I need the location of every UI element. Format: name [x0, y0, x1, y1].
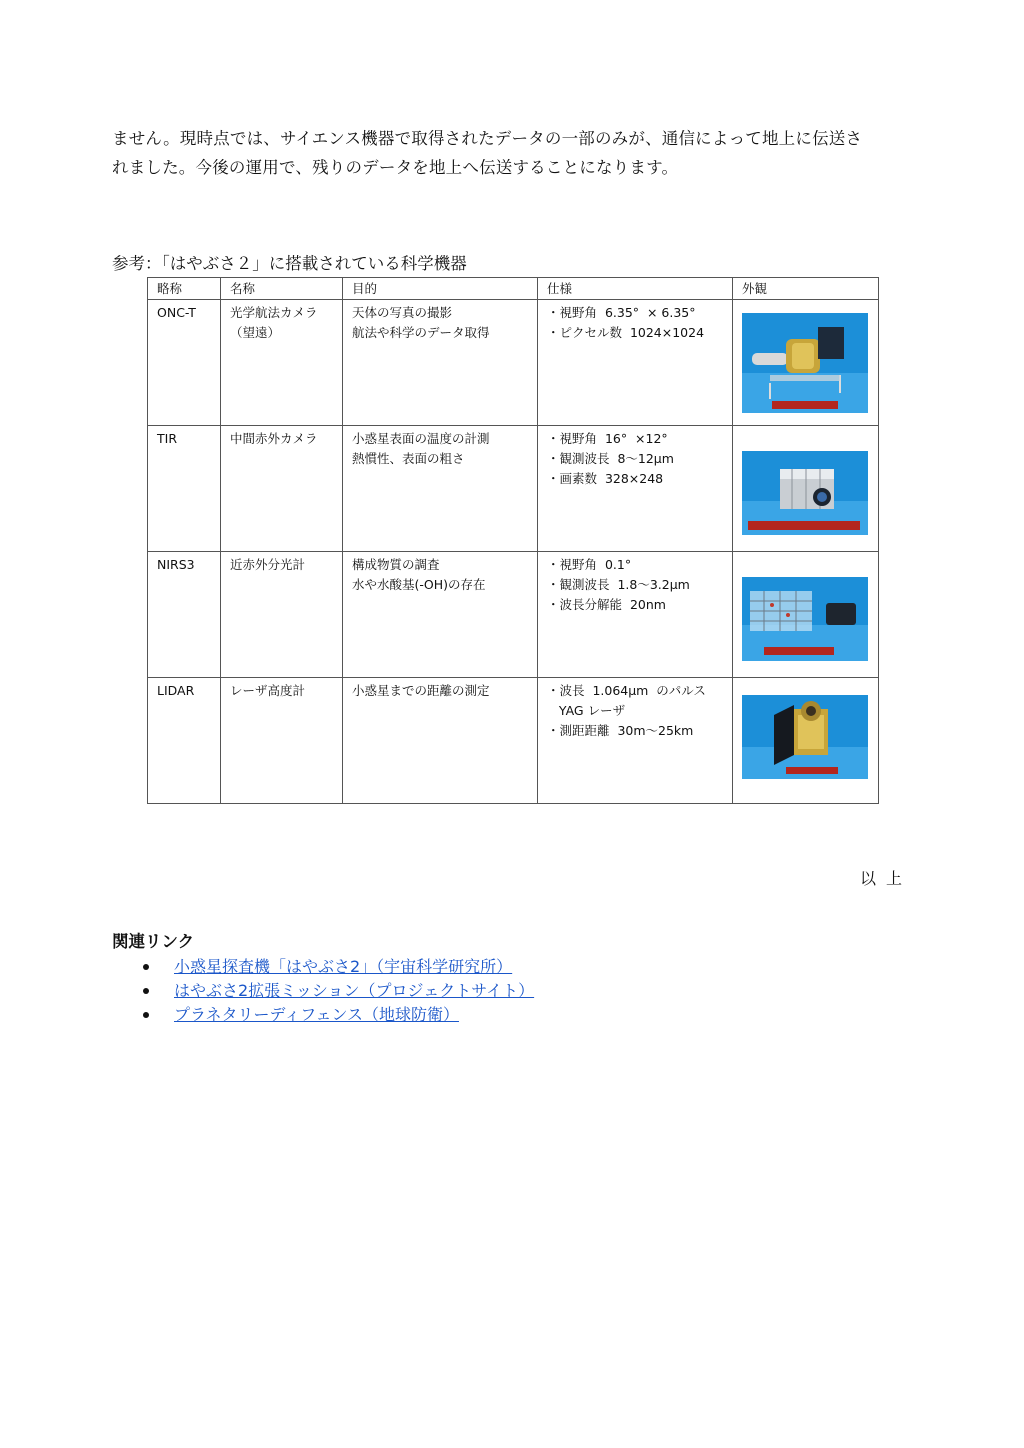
spec-line: ・視野角 0.1° — [547, 557, 632, 572]
purpose-line: 水や水酸基(-OH)の存在 — [352, 577, 486, 592]
intro-line-2: れました。今後の運用で、残りのデータを地上へ伝送することになります。 — [112, 158, 679, 177]
bullet-icon — [143, 988, 149, 994]
cell-name — [221, 552, 343, 678]
header-purpose: 目的 — [343, 278, 538, 300]
related-links-title: 関連リンク — [112, 932, 195, 951]
cell-abbr: ONC-T — [148, 300, 221, 426]
header-spec: 仕様 — [538, 278, 733, 300]
name-line: レーザ高度計 — [230, 683, 306, 698]
table-header-row — [148, 278, 879, 300]
cell-purpose — [343, 300, 538, 426]
lidar-photo — [742, 695, 868, 779]
spec-line: YAG レーザ — [547, 703, 626, 718]
header-appearance: 外観 — [733, 278, 879, 300]
link-planetary-defense[interactable]: プラネタリーディフェンス（地球防衛） — [174, 1005, 459, 1024]
header-abbreviation: 略称 — [148, 278, 221, 300]
purpose-line: 構成物質の調査 — [352, 557, 440, 572]
purpose-line: 熱慣性、表面の粗さ — [352, 451, 465, 466]
cell-purpose — [343, 426, 538, 552]
purpose-line: 航法や科学のデータ取得 — [352, 325, 490, 340]
cell-appearance — [733, 552, 879, 678]
header-name: 名称 — [221, 278, 343, 300]
list-item — [112, 1003, 534, 1027]
spec-line: ・視野角 16° ×12° — [547, 431, 668, 446]
list-item — [112, 955, 534, 979]
name-line: （望遠） — [230, 325, 281, 340]
purpose-line: 小惑星表面の温度の計測 — [352, 431, 490, 446]
name-line: 中間赤外カメラ — [230, 431, 318, 446]
table-row — [148, 300, 879, 426]
bullet-icon — [143, 1012, 149, 1018]
spec-line: ・観測波長 1.8～3.2μm — [547, 577, 690, 592]
cell-appearance — [733, 678, 879, 804]
spec-line: ・視野角 6.35° × 6.35° — [547, 305, 696, 320]
spec-line: ・ピクセル数 1024×1024 — [547, 325, 705, 340]
table-row — [148, 426, 879, 552]
cell-abbr: TIR — [148, 426, 221, 552]
name-line: 光学航法カメラ — [230, 305, 318, 320]
intro-line-1: ません。現時点では、サイエンス機器で取得されたデータの一部のみが、通信によって地上に伝送さ — [112, 129, 863, 148]
cell-spec — [538, 678, 733, 804]
related-links-list — [112, 955, 534, 1027]
spec-line: ・測距距離 30m～25km — [547, 723, 694, 738]
cell-abbr: NIRS3 — [148, 552, 221, 678]
list-item — [112, 979, 534, 1003]
name-line: 近赤外分光計 — [230, 557, 306, 572]
closing-mark: 以上 — [859, 869, 912, 888]
cell-appearance — [733, 426, 879, 552]
tir-photo — [742, 451, 868, 535]
purpose-line: 天体の写真の撮影 — [352, 305, 453, 320]
reference-title: 参考：「はやぶさ２」に搭載されている科学機器 — [112, 254, 467, 273]
instruments-table — [147, 277, 879, 804]
cell-appearance — [733, 300, 879, 426]
spec-line: ・波長 1.064μm のパルス — [547, 683, 706, 698]
cell-spec — [538, 552, 733, 678]
purpose-line: 小惑星までの距離の測定 — [352, 683, 490, 698]
cell-name — [221, 426, 343, 552]
cell-name — [221, 678, 343, 804]
table-row — [148, 678, 879, 804]
spec-line: ・観測波長 8～12μm — [547, 451, 674, 466]
cell-purpose — [343, 678, 538, 804]
intro-paragraph — [112, 124, 922, 182]
link-isas-hayabusa2[interactable]: 小惑星探査機「はやぶさ2」（宇宙科学研究所） — [174, 957, 513, 976]
link-extended-mission[interactable]: はやぶさ2拡張ミッション（プロジェクトサイト） — [174, 981, 535, 1000]
cell-spec — [538, 300, 733, 426]
spec-line: ・画素数 328×248 — [547, 471, 664, 486]
onc-t-photo — [742, 313, 868, 413]
spec-line: ・波長分解能 20nm — [547, 597, 666, 612]
cell-purpose — [343, 552, 538, 678]
bullet-icon — [143, 964, 149, 970]
cell-name — [221, 300, 343, 426]
cell-spec — [538, 426, 733, 552]
table-row — [148, 552, 879, 678]
cell-abbr: LIDAR — [148, 678, 221, 804]
nirs3-photo — [742, 577, 868, 661]
